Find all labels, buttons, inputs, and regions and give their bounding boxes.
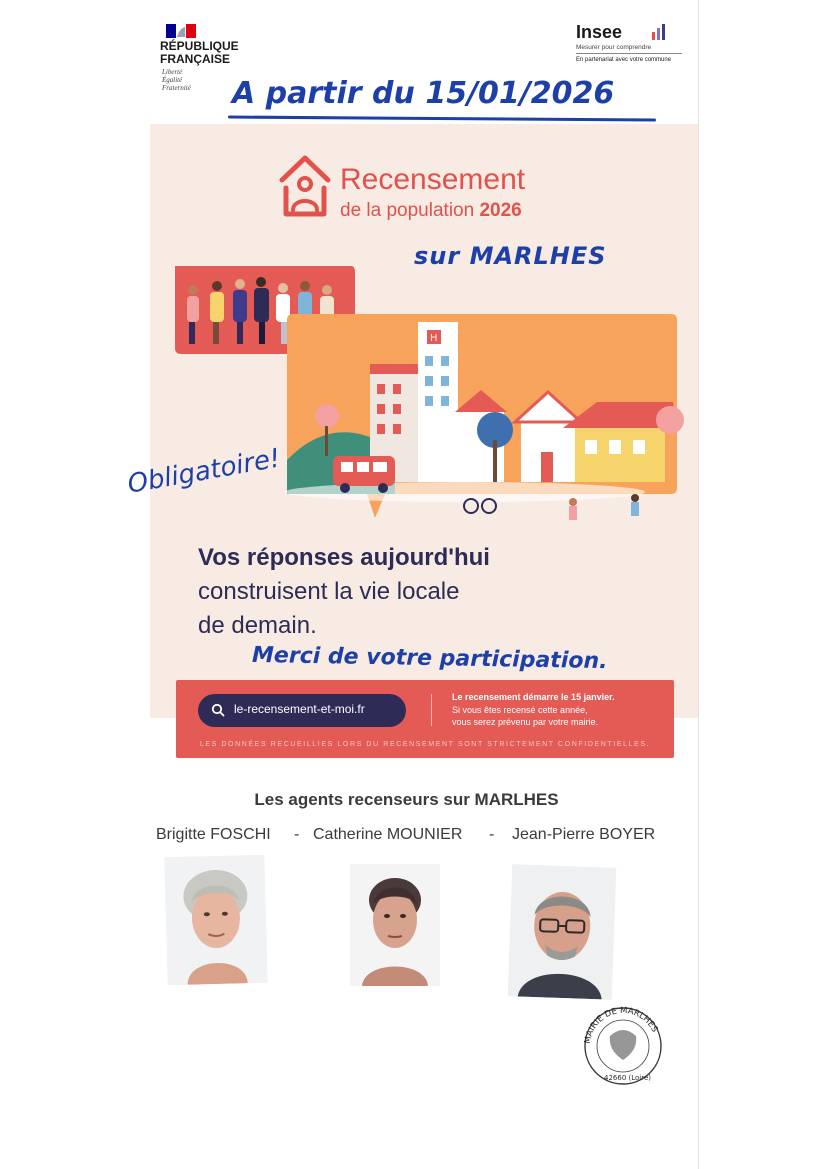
town-illustration xyxy=(165,260,695,530)
info-banner xyxy=(176,680,674,758)
poster-subtitle-prefix: de la population xyxy=(340,200,480,221)
house-person-icon xyxy=(276,152,334,222)
portrait-man-glasses xyxy=(508,864,617,1000)
insee-name: Insee xyxy=(576,22,623,42)
agent-photo-3 xyxy=(508,864,617,1000)
headline-bold: Vos réponses aujourd'hui xyxy=(198,544,490,571)
banner-info-line-3: vous serez prévenu par votre mairie. xyxy=(452,717,599,727)
agent-photo-1 xyxy=(164,855,267,986)
handwritten-date: A partir du 15/01/2026 xyxy=(232,76,615,111)
banner-divider xyxy=(431,694,432,726)
insee-bars-icon xyxy=(652,24,666,40)
republique-motto: Liberté Égalité Fraternité xyxy=(162,68,191,92)
headline-line-3: de demain. xyxy=(198,612,317,639)
website-search-pill[interactable] xyxy=(198,694,406,727)
search-icon xyxy=(211,703,225,717)
handwritten-thanks: Merci de votre participation. xyxy=(251,642,608,675)
agents-title-text: Les agents recenseurs sur MARLHES xyxy=(254,790,559,809)
headline-line-2: construisent la vie locale xyxy=(198,578,460,605)
poster-year: 2026 xyxy=(479,200,522,221)
agent-name-2: Catherine MOUNIER xyxy=(313,826,463,843)
marianne-flag-icon xyxy=(166,24,196,38)
confidentiality-notice: LES DONNÉES RECUEILLIES LORS DU RECENSEMENT SONT STRICTEMENT CONFIDENTIELLES. xyxy=(199,741,651,748)
republique-title: RÉPUBLIQUE FRANÇAISE xyxy=(160,39,239,66)
portrait-woman-grey-hair xyxy=(164,855,267,986)
poster-title: Recensement xyxy=(340,163,526,196)
census-poster xyxy=(150,124,698,718)
agent-photo-2 xyxy=(350,864,440,986)
insee-partner: En partenariat avec votre commune xyxy=(576,57,672,63)
svg-text:H: H xyxy=(430,333,438,344)
portrait-woman-short-hair xyxy=(350,864,440,986)
stamp-text: MAIRIE DE MARLHES xyxy=(582,1006,660,1045)
agent-name-3: Jean-Pierre BOYER xyxy=(512,826,656,843)
insee-divider xyxy=(576,53,682,54)
stamp-subtext: 42660 (Loire) xyxy=(604,1074,651,1082)
mairie-stamp xyxy=(578,1006,668,1086)
handwritten-underline xyxy=(228,116,656,122)
insee-tagline: Mesurer pour comprendre xyxy=(576,44,652,51)
website-url[interactable]: le-recensement-et-moi.fr xyxy=(234,702,365,716)
poster-subtitle xyxy=(340,200,522,222)
banner-start-date: Le recensement démarre le 15 janvier. xyxy=(452,692,615,702)
agents-title xyxy=(0,790,827,810)
agent-separator-2: - xyxy=(489,826,495,843)
agent-name-1: Brigitte FOSCHI xyxy=(156,826,271,843)
handwritten-location: sur MARLHES xyxy=(414,242,607,270)
page-edge xyxy=(698,0,699,1169)
handwritten-mandatory: Obligatoire! xyxy=(125,443,283,500)
banner-info-line-2: Si vous êtes recensé cette année, xyxy=(452,705,588,715)
agent-separator-1: - xyxy=(294,826,300,843)
